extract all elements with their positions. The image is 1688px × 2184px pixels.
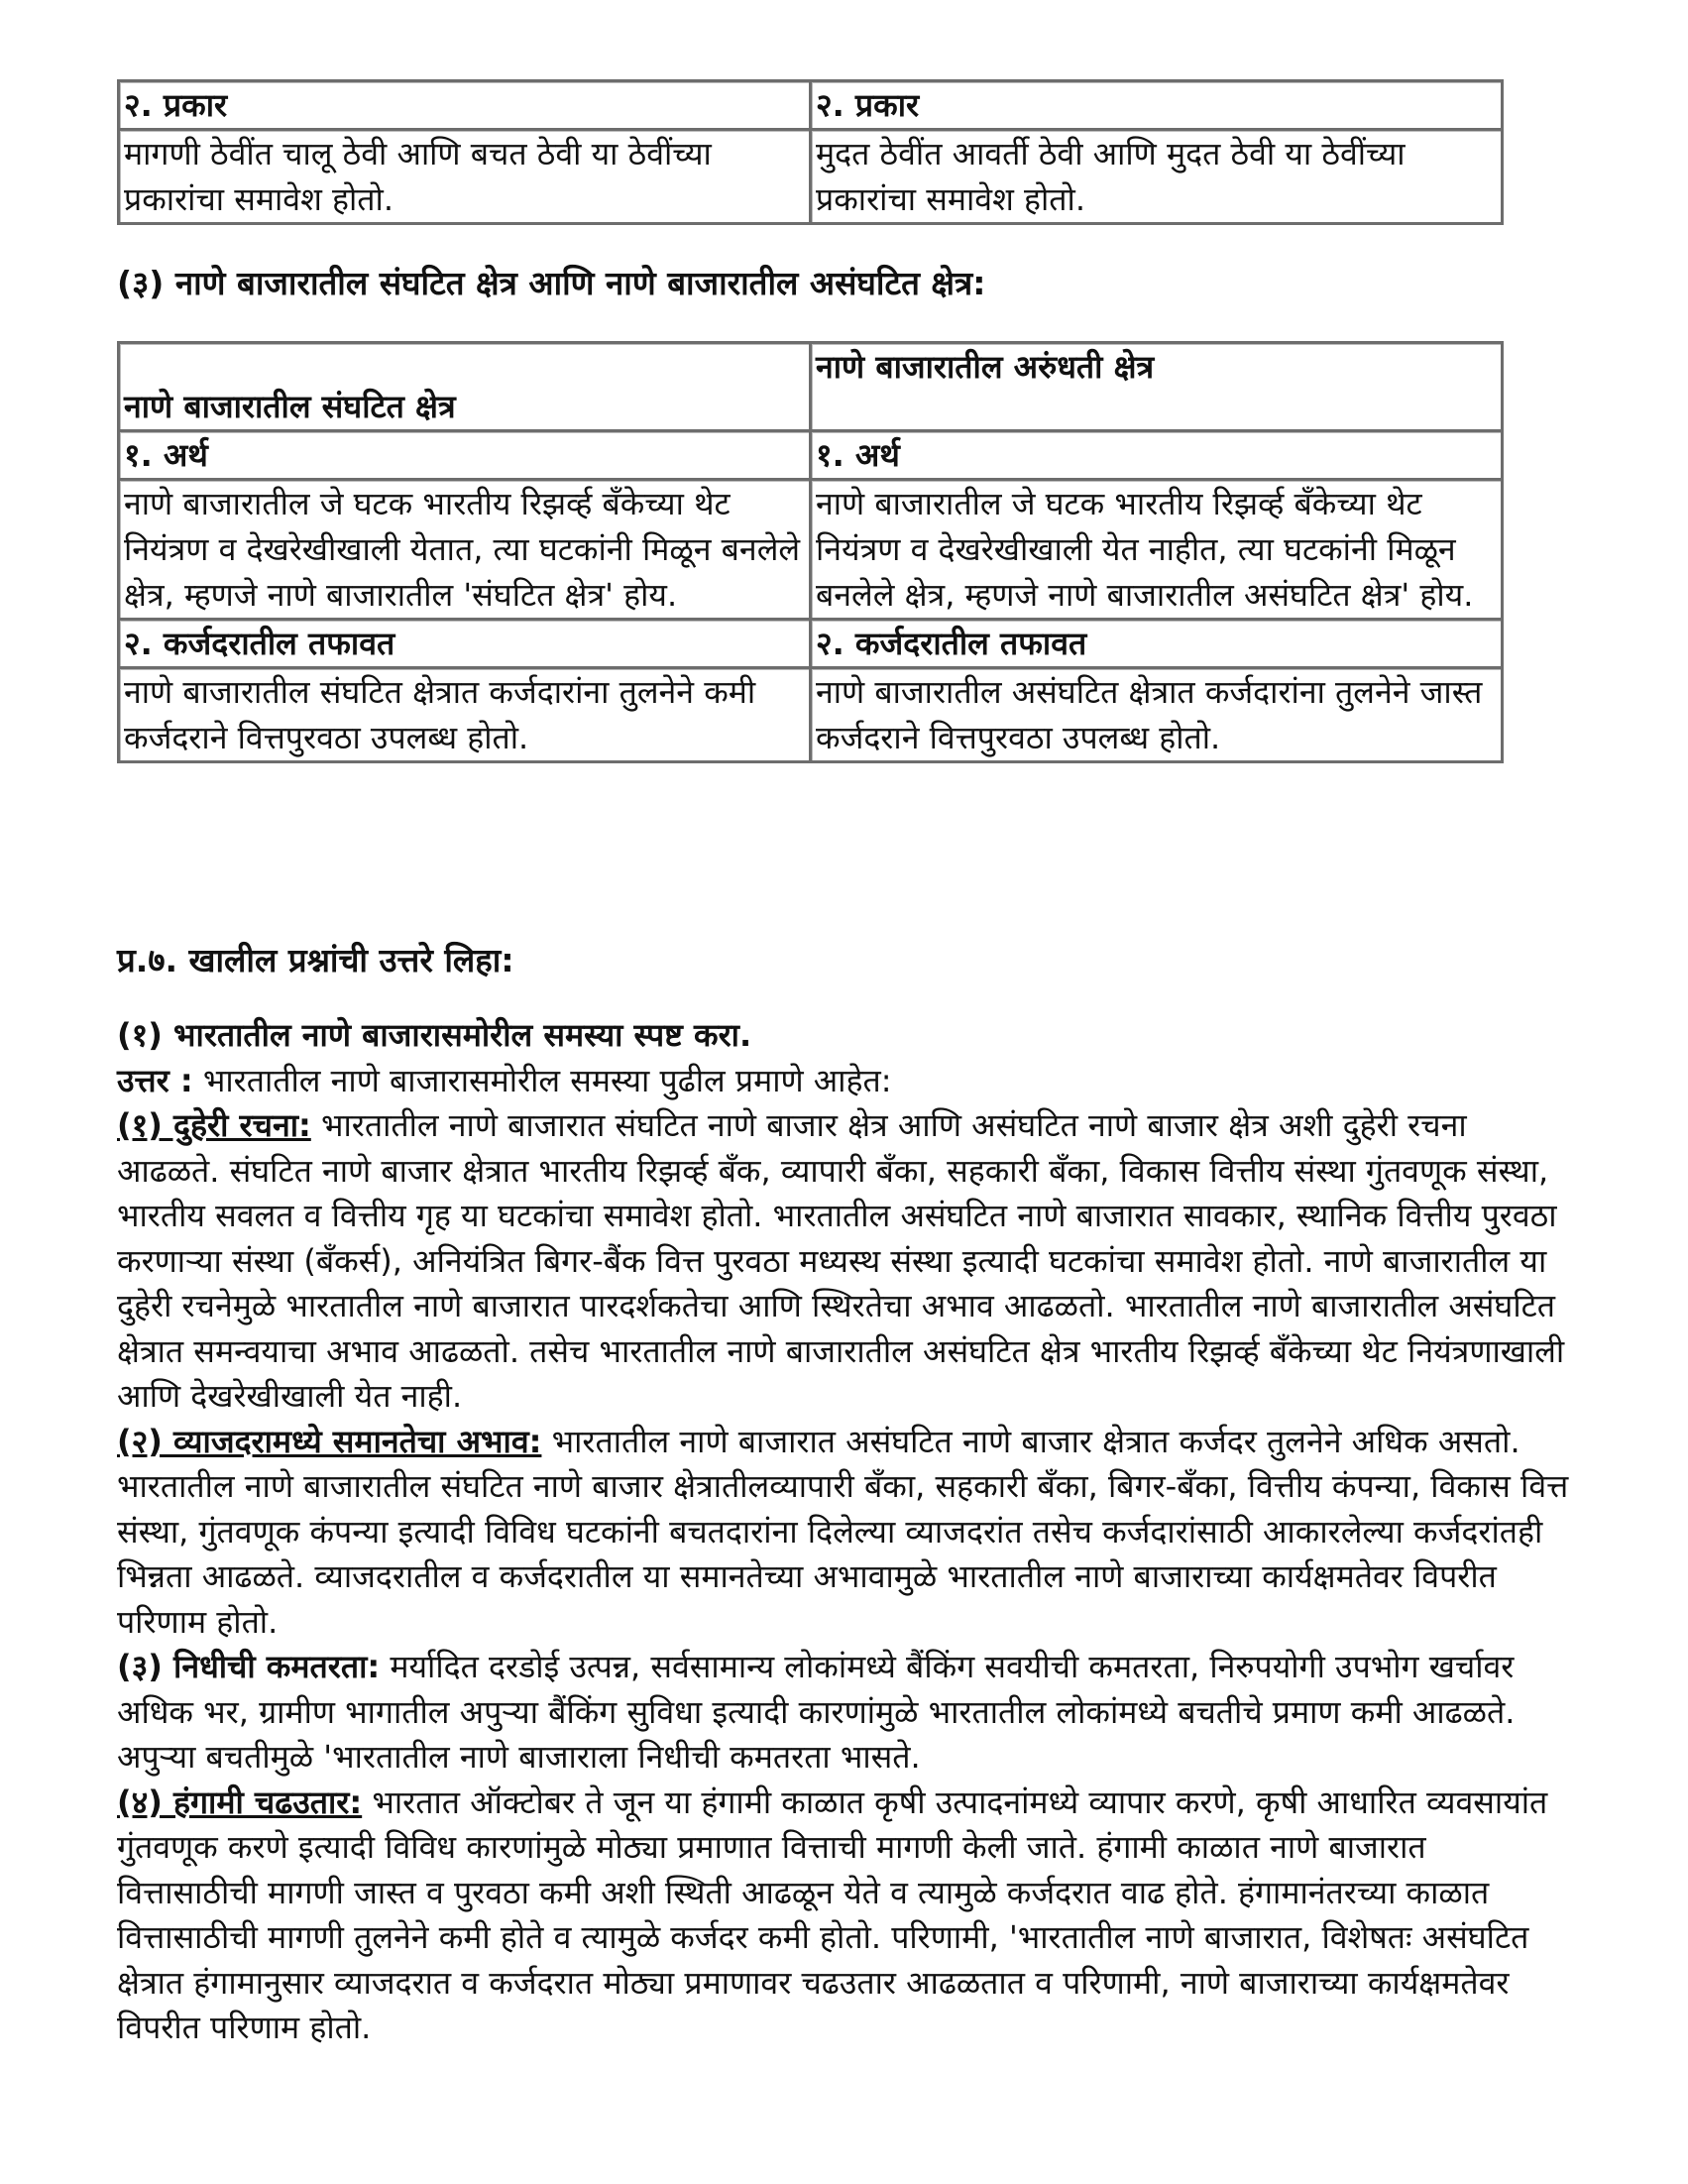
rate-difference-heading-left: २. कर्जदरातील तफावत [119, 620, 811, 668]
point-1-title: (१) दुहेरी रचना: [117, 1106, 311, 1144]
type-text-left: मागणी ठेवींत चालू ठेवी आणि बचत ठेवी या ठेवींच्या प्रकारांचा समावेश होतो. [119, 130, 811, 224]
point-1 [117, 1103, 1574, 1420]
rate-difference-text-right: नाणे बाजारातील असंघटित क्षेत्रात कर्जदारांना तुलनेने जास्त कर्जदराने वित्तपुरवठा उपलब्ध होतो. [811, 668, 1503, 762]
unorganized-sector-header: नाणे बाजारातील अरुंधती क्षेत्र [811, 343, 1503, 431]
answer-intro: भारतातील नाणे बाजारासमोरील समस्या पुढील प्रमाणे आहेत: [202, 1061, 892, 1099]
answer-section [117, 1013, 1574, 2051]
type-heading-right: २. प्रकार [811, 81, 1503, 130]
point-3 [117, 1645, 1574, 1781]
meaning-heading-left: १. अर्थ [119, 431, 811, 480]
section-3-heading: (३) नाणे बाजारातील संघटित क्षेत्र आणि नाणे बाजारातील असंघटित क्षेत्र: [117, 264, 986, 302]
money-market-sectors-table [117, 341, 1504, 763]
q1-heading: (१) भारतातील नाणे बाजारासमोरील समस्या स्पष्ट करा. [117, 1016, 752, 1054]
meaning-heading-right: १. अर्थ [811, 431, 1503, 480]
type-heading-left: २. प्रकार [119, 81, 811, 130]
point-4 [117, 1781, 1574, 2051]
rate-difference-text-left: नाणे बाजारातील संघटित क्षेत्रात कर्जदारांना तुलनेने कमी कर्जदराने वित्तपुरवठा उपलब्ध होतो. [119, 668, 811, 762]
question-7-heading: प्र.७. खालील प्रश्नांची उत्तरे लिहा: [117, 941, 514, 979]
point-2-title: (२) व्याजदरामध्ये समानतेचा अभाव: [117, 1422, 542, 1460]
answer-label: उत्तर : [117, 1061, 193, 1099]
point-4-title: (४) हंगामी चढउतार: [117, 1782, 363, 1821]
deposit-types-table [117, 79, 1504, 225]
type-text-right: मुदत ठेवींत आवर्ती ठेवी आणि मुदत ठेवी या ठेवींच्या प्रकारांचा समावेश होतो. [811, 130, 1503, 224]
point-4-text: भारतात ऑक्टोबर ते जून या हंगामी काळात कृषी उत्पादनांमध्ये व्यापार करणे, कृषी आधारित व्यवसायांत गुंतवणूक करणे इत्यादी विविध कारणांमुळे मोठ्या प्रमाणात वित्ताची मागणी केली जाते. हंगामी काळात नाणे बाजारात वित्तासाठीची मागणी जास्त व पुरवठा कमी अशी स्थिती आढळून येते व त्यामुळे कर्जदरात वाढ होते. हंगामानंतरच्या काळात वित्तासाठीची मागणी तुलनेने कमी होते व त्यामुळे कर्जदर कमी होतो. परिणामी, 'भारतातील नाणे बाजारात, विशेषतः असंघटित क्षेत्रात हंगामानुसार व्याजदरात व कर्जदरात मोठ्या प्रमाणावर चढउतार आढळतात व परिणामी, नाणे बाजाराच्या कार्यक्षमतेवर विपरीत परिणाम होतो. [117, 1782, 1548, 2046]
organized-sector-header: नाणे बाजारातील संघटित क्षेत्र [119, 343, 811, 431]
point-2 [117, 1420, 1574, 1646]
meaning-text-right: नाणे बाजारातील जे घटक भारतीय रिझर्व्ह बँकेच्या थेट नियंत्रण व देखरेखीखाली येत नाहीत, त्या घटकांनी मिळून बनलेले क्षेत्र, म्हणजे नाणे बाजारातील असंघटित क्षेत्र' होय. [811, 480, 1503, 620]
point-3-title: (३) निधीची कमतरता: [117, 1648, 381, 1685]
meaning-text-left: नाणे बाजारातील जे घटक भारतीय रिझर्व्ह बँकेच्या थेट नियंत्रण व देखरेखीखाली येतात, त्या घटकांनी मिळून बनलेले क्षेत्र, म्हणजे नाणे बाजारातील 'संघटित क्षेत्र' होय. [119, 480, 811, 620]
point-1-text: भारतातील नाणे बाजारात संघटित नाणे बाजार क्षेत्र आणि असंघटित नाणे बाजार क्षेत्र अशी दुहेरी रचना आढळते. संघटित नाणे बाजार क्षेत्रात भारतीय रिझर्व्ह बँक, व्यापारी बँका, सहकारी बँका, विकास वित्तीय संस्था गुंतवणूक संस्था, भारतीय सवलत व वित्तीय गृह या घटकांचा समावेश होतो. भारतातील असंघटित नाणे बाजारात सावकार, स्थानिक वित्तीय पुरवठा करणाऱ्या संस्था (बँकर्स), अनियंत्रित बिगर-बैंक वित्त पुरवठा मध्यस्थ संस्था इत्यादी घटकांचा समावेश होतो. नाणे बाजारातील या दुहेरी रचनेमुळे भारतातील नाणे बाजारात पारदर्शकतेचा आणि स्थिरतेचा अभाव आढळतो. भारतातील नाणे बाजारातील असंघटित क्षेत्रात समन्वयाचा अभाव आढळतो. तसेच भारतातील नाणे बाजारातील असंघटित क्षेत्र भारतीय रिझर्व्ह बँकेच्या थेट नियंत्रणाखाली आणि देखरेखीखाली येत नाही. [117, 1106, 1565, 1415]
answer-intro-line [117, 1059, 1574, 1104]
point-2-text: भारतातील नाणे बाजारात असंघटित नाणे बाजार क्षेत्रात कर्जदर तुलनेने अधिक असतो. भारतातील नाणे बाजारातील संघटित नाणे बाजार क्षेत्रातीलव्यापारी बँका, सहकारी बँका, बिगर-बँका, वित्तीय कंपन्या, विकास वित्त संस्था, गुंतवणूक कंपन्या इत्यादी विविध घटकांनी बचतदारांना दिलेल्या व्याजदरांत तसेच कर्जदारांसाठी आकारलेल्या कर्जदरांतही भिन्नता आढळते. व्याजदरातील व कर्जदरातील या समानतेच्या अभावामुळे भारतातील नाणे बाजाराच्या कार्यक्षमतेवर विपरीत परिणाम होतो. [117, 1422, 1569, 1641]
point-3-text: मर्यादित दरडोई उत्पन्न, सर्वसामान्य लोकांमध्ये बैंकिंग सवयीची कमतरता, निरुपयोगी उपभोग खर्चावर अधिक भर, ग्रामीण भागातील अपुऱ्या बैंकिंग सुविधा इत्यादी कारणांमुळे भारतातील लोकांमध्ये बचतीचे प्रमाण कमी आढळते. अपुऱ्या बचतीमुळे 'भारतातील नाणे बाजाराला निधीची कमतरता भासते. [117, 1648, 1516, 1776]
rate-difference-heading-right: २. कर्जदरातील तफावत [811, 620, 1503, 668]
